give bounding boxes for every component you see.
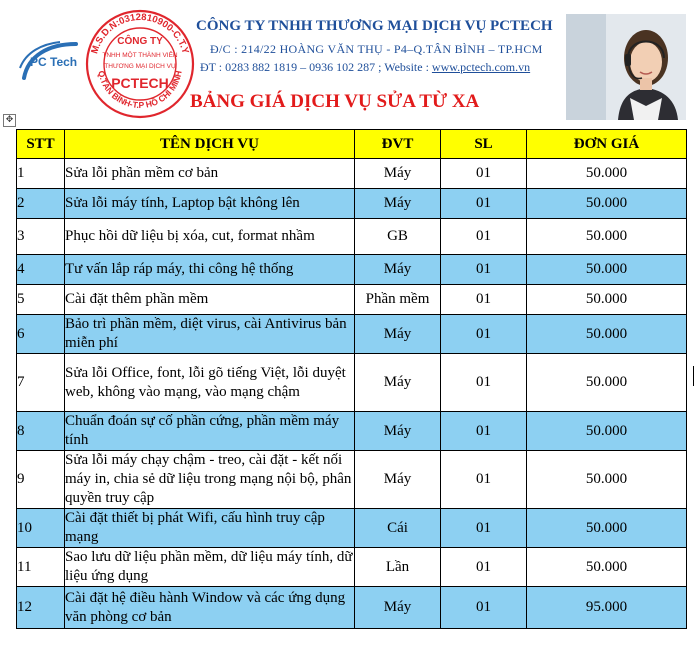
row-service: Sửa lỗi Office, font, lỗi gõ tiếng Việt, lỗi duyệt web, không vào mạng, vào mạng chậm [65, 354, 355, 412]
row-unit: Máy [355, 315, 441, 354]
table-move-handle-icon[interactable]: ✥ [3, 114, 16, 127]
header-price: ĐƠN GIÁ [527, 130, 687, 159]
row-stt: 10 [17, 509, 65, 548]
row-qty: 01 [441, 412, 527, 451]
table-row [17, 285, 687, 315]
row-unit: Máy [355, 189, 441, 219]
row-unit: Máy [355, 159, 441, 189]
document-header [0, 0, 698, 128]
row-service: Tư vấn lắp ráp máy, thi công hệ thống [65, 255, 355, 285]
svg-text:TNHH MỘT THÀNH VIÊN: TNHH MỘT THÀNH VIÊN [102, 52, 178, 59]
company-contact [200, 60, 530, 75]
table-row [17, 189, 687, 219]
row-price: 50.000 [527, 412, 687, 451]
website-link[interactable]: www.pctech.com.vn [431, 60, 531, 74]
row-stt: 12 [17, 587, 65, 629]
row-price: 50.000 [527, 285, 687, 315]
row-qty: 01 [441, 285, 527, 315]
table-header-row [17, 130, 687, 159]
page-margin-mark [693, 366, 694, 386]
document-title: BẢNG GIÁ DỊCH VỤ SỬA TỪ XA [190, 91, 480, 112]
table-row [17, 548, 687, 587]
svg-text:Q.TÂN BÌNH-T.P HỒ CHÍ MINH: Q.TÂN BÌNH-T.P HỒ CHÍ MINH [96, 69, 184, 111]
table-row [17, 219, 687, 255]
row-stt: 5 [17, 285, 65, 315]
table-row [17, 509, 687, 548]
row-unit: Máy [355, 587, 441, 629]
table-row [17, 159, 687, 189]
table-row [17, 412, 687, 451]
table-row [17, 451, 687, 509]
header-unit: ĐVT [355, 130, 441, 159]
company-name: CÔNG TY TNHH THƯƠNG MẠI DỊCH VỤ PCTECH [196, 18, 553, 34]
row-qty: 01 [441, 219, 527, 255]
contact-phones: ĐT : 0283 882 1819 – 0936 102 287 ; Website : [200, 60, 432, 74]
row-service: Sửa lỗi máy tính, Laptop bật không lên [65, 189, 355, 219]
row-price: 50.000 [527, 189, 687, 219]
svg-text:THƯƠNG MẠI DỊCH VỤ: THƯƠNG MẠI DỊCH VỤ [104, 63, 176, 70]
row-service: Chuẩn đoán sự cố phần cứng, phần mềm máy tính [65, 412, 355, 451]
row-stt: 1 [17, 159, 65, 189]
header-stt: STT [17, 130, 65, 159]
row-price: 50.000 [527, 451, 687, 509]
row-service: Phục hồi dữ liệu bị xóa, cut, format nhầm [65, 219, 355, 255]
header-qty: SL [441, 130, 527, 159]
table-row [17, 587, 687, 629]
row-unit: Máy [355, 255, 441, 285]
row-qty: 01 [441, 354, 527, 412]
svg-text:M.S.D.N:0312810900-C.T.Y: M.S.D.N:0312810900-C.T.Y [89, 11, 191, 56]
logo-text: PC Tech [30, 55, 78, 69]
table-row [17, 255, 687, 285]
row-price: 50.000 [527, 159, 687, 189]
row-qty: 01 [441, 587, 527, 629]
table-row [17, 354, 687, 412]
svg-text:PCTECH: PCTECH [111, 75, 169, 91]
row-service: Sao lưu dữ liệu phần mềm, dữ liệu máy tính, dữ liệu ứng dụng [65, 548, 355, 587]
row-price: 50.000 [527, 255, 687, 285]
svg-text:CÔNG TY: CÔNG TY [117, 36, 163, 47]
row-stt: 4 [17, 255, 65, 285]
row-price: 95.000 [527, 587, 687, 629]
row-price: 50.000 [527, 509, 687, 548]
row-stt: 7 [17, 354, 65, 412]
row-stt: 6 [17, 315, 65, 354]
row-stt: 2 [17, 189, 65, 219]
company-address: Đ/C : 214/22 HOÀNG VĂN THỤ - P4–Q.TÂN BÌNH – TP.HCM [210, 42, 543, 56]
row-service: Cài đặt hệ điều hành Window và các ứng dụng văn phòng cơ bản [65, 587, 355, 629]
row-unit: Cái [355, 509, 441, 548]
price-table [16, 129, 687, 629]
row-price: 50.000 [527, 548, 687, 587]
row-service: Cài đặt thiết bị phát Wifi, cấu hình truy cập mạng [65, 509, 355, 548]
row-unit: Máy [355, 451, 441, 509]
row-stt: 3 [17, 219, 65, 255]
header-service: TÊN DỊCH VỤ [65, 130, 355, 159]
row-service: Cài đặt thêm phần mềm [65, 285, 355, 315]
row-stt: 11 [17, 548, 65, 587]
row-price: 50.000 [527, 219, 687, 255]
support-agent-photo [566, 14, 686, 120]
row-qty: 01 [441, 451, 527, 509]
row-unit: Lần [355, 548, 441, 587]
row-qty: 01 [441, 189, 527, 219]
row-unit: Máy [355, 354, 441, 412]
row-service: Sửa lỗi phần mềm cơ bản [65, 159, 355, 189]
row-price: 50.000 [527, 354, 687, 412]
row-unit: GB [355, 219, 441, 255]
row-price: 50.000 [527, 315, 687, 354]
row-unit: Máy [355, 412, 441, 451]
row-stt: 8 [17, 412, 65, 451]
row-service: Bảo trì phần mềm, diệt virus, cài Antivirus bản miễn phí [65, 315, 355, 354]
row-qty: 01 [441, 159, 527, 189]
company-stamp-icon [84, 4, 196, 124]
row-qty: 01 [441, 255, 527, 285]
row-unit: Phần mềm [355, 285, 441, 315]
row-qty: 01 [441, 548, 527, 587]
table-row [17, 315, 687, 354]
row-service: Sửa lỗi máy chạy chậm - treo, cài đặt - kết nối máy in, chia sẻ dữ liệu trong mạng nội bộ, phân quyền truy cập [65, 451, 355, 509]
row-qty: 01 [441, 315, 527, 354]
row-stt: 9 [17, 451, 65, 509]
row-qty: 01 [441, 509, 527, 548]
